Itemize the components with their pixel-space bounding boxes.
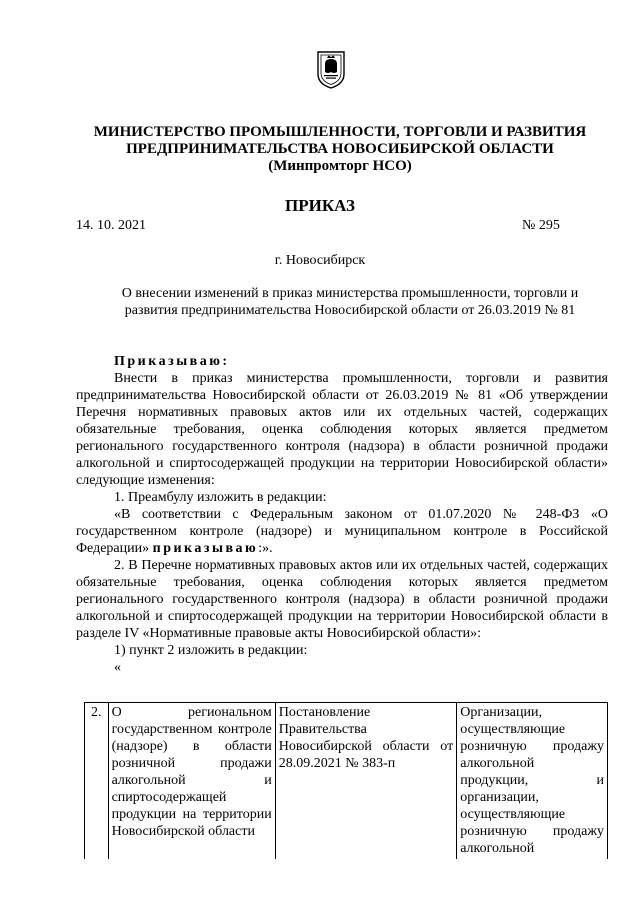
open-quote: « xyxy=(114,660,121,675)
table-cell-subject: О региональном государственном контроле (надзоре) в области розничной продажи алкогольной и спиртосодержащей продукции на территории Новосибирской области xyxy=(108,703,275,860)
preamble-quote-bold: приказываю xyxy=(152,541,259,556)
subitem-1: 1) пункт 2 изложить в редакции: xyxy=(114,643,308,658)
ministry-line-2: ПРЕДПРИНИМАТЕЛЬСТВА НОВОСИБИРСКОЙ ОБЛАСТИ xyxy=(126,141,554,157)
preamble-quote xyxy=(76,506,608,557)
item-1: 1. Преамбулу изложить в редакции: xyxy=(114,490,327,505)
table-cell-act: Постановление Правительства Новосибирской области от 28.09.2021 № 383-п xyxy=(275,703,457,860)
ministry-short-name: (Минпромторг НСО) xyxy=(268,158,412,174)
table-cell-subjects: Организации, осуществляющие розничную продажу алкогольной продукции, и организации, осуществляющие розничную продажу алкогольной xyxy=(457,703,608,860)
order-date: 14. 10. 2021 xyxy=(76,218,146,233)
ministry-line-1: МИНИСТЕРСТВО ПРОМЫШЛЕННОСТИ, ТОРГОВЛИ И РАЗВИТИЯ xyxy=(93,124,587,140)
order-subject-line-1: О внесении изменений в приказ министерства промышленности, торговли и xyxy=(121,286,579,301)
order-title: ПРИКАЗ xyxy=(285,196,355,215)
ministry-name xyxy=(60,124,620,175)
item-2: 2. В Перечне нормативных правовых актов или их отдельных частей, содержащих обязательные требования, оценка соблюдения которых является предметом регионального государственного контроля (надзора) в области розничной продажи алкогольной и спиртосодержащей продукции на территории Новосибирской области в разделе IV «Нормативные правовые акты Новосибирской области»: xyxy=(76,558,608,641)
prikazyvayu-text: Приказываю: xyxy=(114,354,230,369)
order-number: № 295 xyxy=(522,218,560,233)
order-subject-line-2: развития предпринимательства Новосибирской области от 26.03.2019 № 81 xyxy=(124,303,576,318)
table-row xyxy=(85,703,608,860)
amendment-table-grid xyxy=(84,702,608,859)
prikazyvayu-heading xyxy=(76,353,608,370)
amendment-table xyxy=(84,702,608,859)
order-body xyxy=(76,353,608,676)
preamble-quote-end: :». xyxy=(258,541,273,556)
preamble-quote-text: «В соответствии с Федеральным законом от 01.07.2020 № 248-ФЗ «О государственном контроле (надзоре) и муниципальном контроле в Российской Федерации» xyxy=(76,507,608,556)
table-cell-number: 2. xyxy=(85,703,109,860)
order-subject xyxy=(90,285,610,319)
paragraph-main: Внести в приказ министерства промышленности, торговли и развития предпринимательства Новосибирской области от 26.03.2019 № 81 «Об утверждении Перечня нормативных правовых актов или их отдельных частей, содержащих обязательные требования, оценка соблюдения которых является предметом регионального государственного контроля (надзора) в области розничной продажи алкогольной и спиртосодержащей продукции на территории Новосибирской области» следующие изменения: xyxy=(76,371,608,488)
order-city: г. Новосибирск xyxy=(274,253,366,268)
coat-of-arms-icon xyxy=(316,50,346,90)
